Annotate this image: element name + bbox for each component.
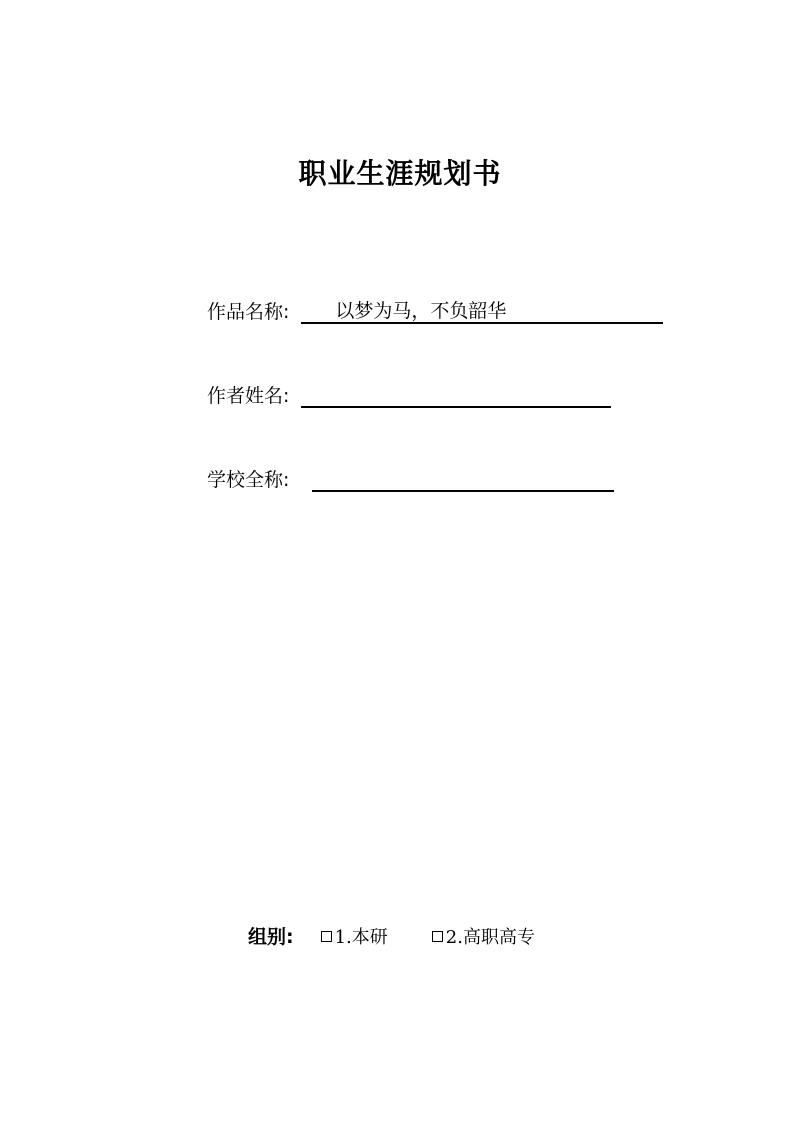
- group-option-undergrad-grad[interactable]: [321, 923, 388, 949]
- document-title: 职业生涯规划书: [298, 157, 502, 190]
- checkbox-icon[interactable]: [432, 931, 443, 942]
- group-label: 组别:: [248, 926, 294, 948]
- author-name-value[interactable]: [301, 384, 611, 408]
- work-name-label: 作品名称:: [207, 301, 290, 323]
- school-name-value[interactable]: [312, 468, 614, 492]
- group-option-label: 1.本研: [334, 927, 388, 948]
- group-option-label: 2.高职高专: [445, 927, 535, 948]
- author-name-label: 作者姓名:: [207, 385, 290, 407]
- checkbox-icon[interactable]: [321, 931, 332, 942]
- group-option-vocational[interactable]: [432, 923, 535, 949]
- work-name-field: [207, 294, 663, 324]
- work-name-value[interactable]: 以梦为马，不负韶华: [301, 300, 663, 324]
- author-name-field: [207, 378, 611, 408]
- school-name-label: 学校全称:: [207, 469, 290, 491]
- school-name-field: [207, 462, 614, 492]
- group-selection: [248, 922, 535, 949]
